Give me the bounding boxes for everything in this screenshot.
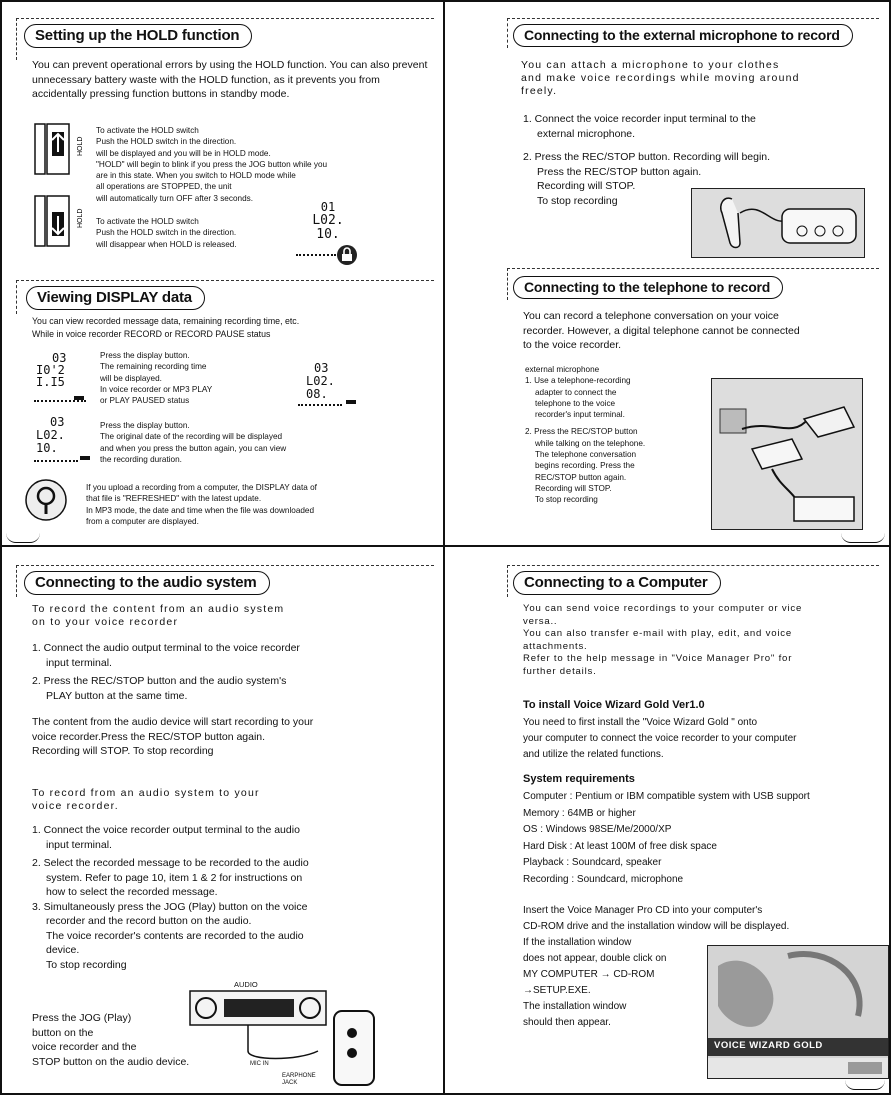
battery-icon	[346, 400, 356, 404]
lcd-dots	[298, 404, 342, 406]
audio-steps1: 1. Connect the audio output terminal to the voice recorder input terminal. 2. Press the REC/STOP button and the audio system's PLAY button at the same time.	[32, 642, 300, 702]
mic-step1: 1. Connect the voice recorder input terminal to the external microphone.	[523, 113, 756, 140]
audio-label: AUDIO	[234, 980, 258, 989]
installer-screenshot	[707, 945, 889, 1079]
display-intro: You can view recorded message data, remaining recording time, etc. While in voice recorder RECORD or RECORD PAUSE status	[32, 316, 300, 339]
dashed-rule	[507, 18, 879, 19]
hold-section-title: Setting up the HOLD function	[24, 24, 252, 48]
mic-in-label: MIC IN	[250, 1061, 269, 1067]
page-computer	[445, 547, 891, 1095]
mic-section-title: Connecting to the external microphone to record	[513, 24, 853, 47]
page-audio	[0, 547, 445, 1095]
battery-icon	[80, 456, 90, 460]
page-hold-display	[0, 0, 445, 547]
audio-steps2: 1. Connect the voice recorder output terminal to the audio input terminal. 2. Select the recorded message to be recorded to the audio system. Refer to page 10, item 1 & 2 for instructions on how to select the recorded message. 3. Simultaneously press the JOG (Play) button on the voice recorder and the record button on the audio. The voice recorder's contents are recorded to the audio device. To stop recording	[32, 824, 309, 971]
display-block1: Press the display button. The remaining recording time will be displayed. In voice recorder or MP3 PLAY or PLAY PAUSED status	[100, 351, 213, 406]
display-section-title: Viewing DISPLAY data	[26, 286, 205, 310]
audio-sub1: To record the content from an audio system on to your voice recorder	[32, 603, 285, 628]
hold-lcd: 01 L02. 10.	[312, 200, 344, 242]
dashed-rule	[507, 565, 508, 597]
dashed-rule	[16, 565, 434, 566]
dashed-rule	[16, 280, 434, 281]
battery-icon	[74, 396, 84, 400]
mic-illustration	[691, 188, 865, 258]
hold-switch-on-icon	[32, 122, 84, 176]
earphone-jack-label: EARPHONE JACK	[282, 1073, 316, 1086]
audio-sub2: To record from an audio system to your voice recorder.	[32, 787, 260, 812]
lcd-dots	[34, 460, 78, 462]
hold-off-text: To activate the HOLD switch Push the HOLD switch in the direction. will disappear when HOLD is released.	[96, 217, 237, 249]
display-lcd-remaining: 03 I0'2 I.I5	[36, 351, 67, 389]
dashed-rule	[16, 280, 17, 314]
lcd-dots	[296, 254, 336, 256]
install-text: You need to first install the "Voice Wizard Gold " onto your computer to connect the voice recorder to your computer and utilize the related functions.	[523, 717, 797, 760]
audio-para1: The content from the audio device will start recording to your voice recorder.Press the REC/STOP button again. Recording will STOP. To stop recording	[32, 716, 314, 757]
hold-intro: You can prevent operational errors by using the HOLD function. You can also prevent unnecessary battery waste with the HOLD function, as it prevents you from accidentally pressing function buttons in standby mode.	[32, 59, 428, 100]
mic-step2: 2. Press the REC/STOP button. Recording will begin. Press the REC/STOP button again. Recording will STOP. To stop recording	[523, 151, 771, 207]
phone-intro: You can record a telephone conversation on your voice recorder. However, a digital telephone cannot be connected to the voice recorder.	[523, 310, 800, 351]
sysreq-heading: System requirements	[523, 773, 635, 785]
dashed-rule	[507, 268, 508, 300]
display-note: If you upload a recording from a computer, the DISPLAY data of that file is "REFRESHED" with the latest update. In MP3 mode, the date and time when the file was downloaded from a computer are displayed.	[86, 483, 317, 526]
note-icon	[24, 478, 68, 522]
cd-instructions: Insert the Voice Manager Pro CD into your computer's CD-ROM drive and the installation window will be displayed. If the installation window does not appear, double click on MY COMPUTER → CD-ROM →SETUP.EXE. The installation window should then appear.	[523, 905, 790, 1028]
install-heading: To install Voice Wizard Gold Ver1.0	[523, 699, 705, 711]
phone-section-title: Connecting to the telephone to record	[513, 276, 783, 299]
display-lcd-duration: 03 L02. 10.	[36, 415, 65, 455]
display-block2: Press the display button. The original date of the recording will be displayed and when you press the button again, you can view the recording duration.	[100, 421, 287, 464]
page-mic-phone	[445, 0, 891, 547]
svg-text:HOLD: HOLD	[77, 208, 84, 228]
svg-text:HOLD: HOLD	[77, 136, 84, 156]
mic-intro: You can attach a microphone to your clothes and make voice recordings while moving around freely.	[521, 59, 800, 97]
computer-intro: You can send voice recordings to your computer or vice versa.. You can also transfer e-mail with play, edit, and voice attachments. Refer to the help message in "Voice Manager Pro" for further details.	[523, 603, 803, 677]
dashed-rule	[507, 268, 879, 269]
display-lcd-date: 03 L02. 08.	[306, 361, 335, 401]
hold-switch-off-icon	[32, 194, 84, 248]
audio-para2: Press the JOG (Play) button on the voice recorder and the STOP button on the audio device.	[32, 1012, 190, 1068]
phone-illustration	[711, 378, 863, 530]
dashed-rule	[507, 18, 508, 48]
page-corner	[841, 532, 885, 543]
lcd-dots	[34, 400, 86, 402]
hold-on-text: To activate the HOLD switch Push the HOLD switch in the direction. will be displayed and you will be in HOLD mode. "HOLD" will begin to blink if you press the JOG button while you are in this state. When you switch to HOLD mode while all operations are STOPPED, the unit will automatically turn OFF after 3 seconds.	[96, 126, 328, 203]
phone-steps: external microphone 1. Use a telephone-recording adapter to connect the telephone to the voice recorder's input terminal. 2. Press the REC/STOP button while talking on the telephone. The telephone conversation begins recording. Press the REC/STOP button again. Recording will STOP. To stop recording	[525, 365, 646, 505]
lock-icon	[336, 244, 358, 266]
audio-illustration	[188, 981, 378, 1087]
dashed-rule	[16, 18, 17, 60]
audio-section-title: Connecting to the audio system	[24, 571, 270, 595]
dashed-rule	[507, 565, 879, 566]
computer-section-title: Connecting to a Computer	[513, 571, 721, 595]
page-corner	[6, 532, 40, 543]
voice-wizard-label: VOICE WIZARD GOLD	[714, 1040, 823, 1051]
sysreq-list: Computer : Pentium or IBM compatible system with USB support Memory : 64MB or higher OS : Windows 98SE/Me/2000/XP Hard Disk : At least 100M of free disk space Playback : Soundcard, speaker Recording : Soundcard, microphone	[523, 791, 810, 885]
page-corner	[845, 1079, 885, 1090]
dashed-rule	[16, 565, 17, 597]
dashed-rule	[16, 18, 434, 19]
